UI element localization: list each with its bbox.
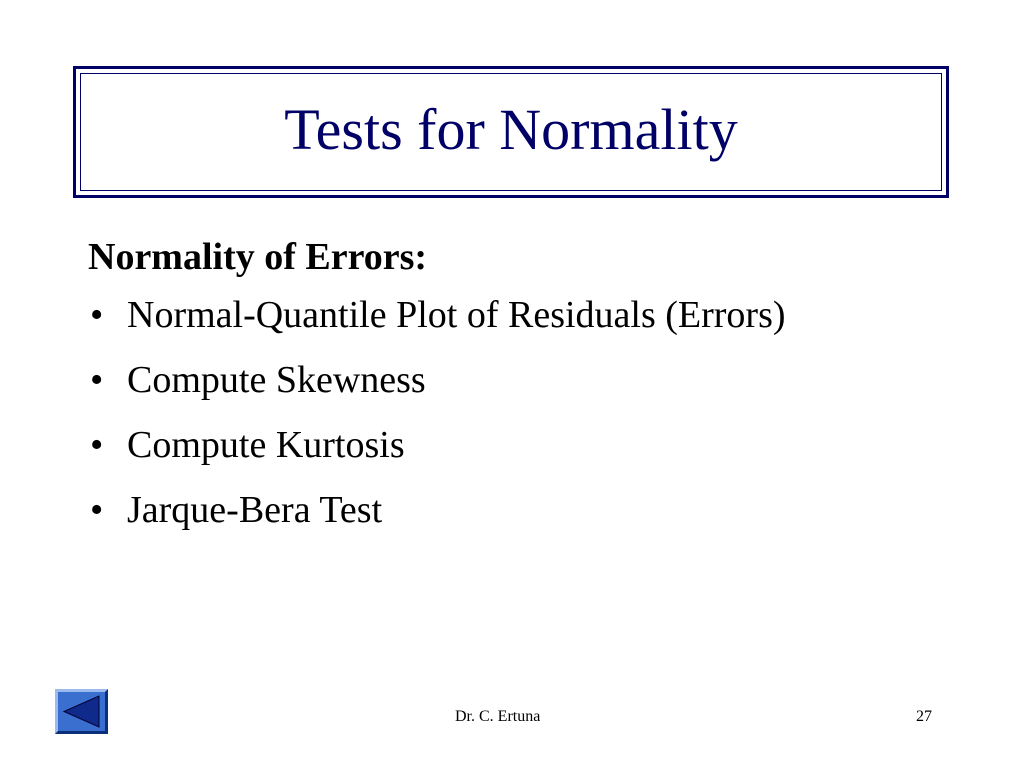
- bullet-item: [88, 296, 968, 361]
- page-number: 27: [916, 708, 932, 725]
- slide-content: [88, 230, 968, 556]
- bullet-text: Compute Kurtosis: [127, 424, 405, 466]
- title-frame-inner: [80, 73, 942, 191]
- footer-author: Dr. C. Ertuna: [455, 708, 541, 725]
- bullet-mark: •: [90, 489, 104, 531]
- bullet-text: Jarque-Bera Test: [127, 489, 383, 531]
- section-heading: Normality of Errors:: [88, 236, 428, 278]
- left-triangle-icon: [58, 692, 105, 731]
- previous-slide-button[interactable]: [55, 689, 108, 734]
- bullet-item: [88, 426, 968, 491]
- bullet-text: Normal-Quantile Plot of Residuals (Errors): [127, 294, 786, 336]
- bullet-mark: •: [90, 424, 104, 466]
- slide-title: Tests for Normality: [284, 97, 738, 162]
- bullet-mark: •: [90, 359, 104, 401]
- bullet-text: Compute Skewness: [127, 359, 426, 401]
- title-frame: [73, 66, 949, 198]
- bullet-item: [88, 491, 968, 556]
- bullet-list: [88, 296, 968, 556]
- bullet-mark: •: [90, 294, 104, 336]
- bullet-item: [88, 361, 968, 426]
